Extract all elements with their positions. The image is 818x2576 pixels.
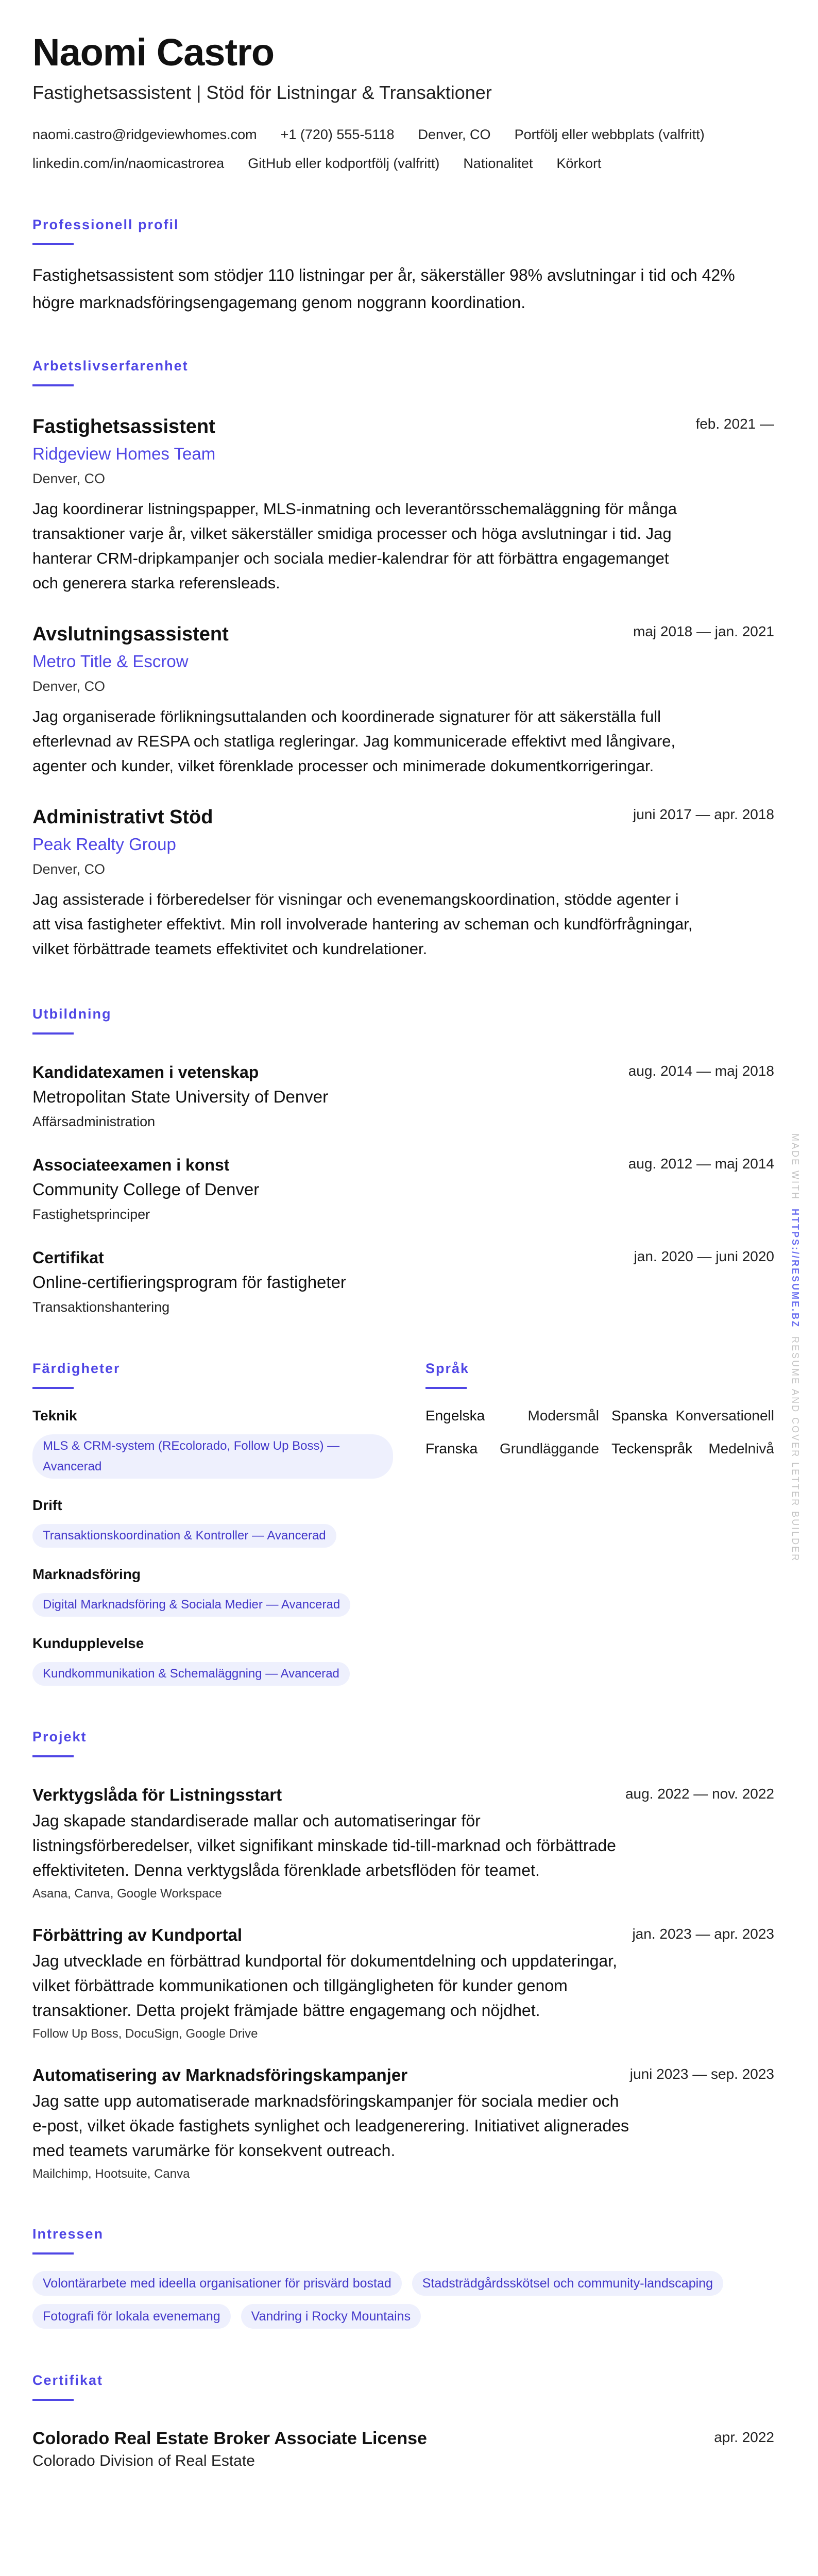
- job-description: Jag assisterade i förberedelser för visningar och evenemangskoordination, stödde agenter i att visa fastigheter effektivt. Min roll involverade hantering av scheman och kundförfrågningar, vilket förbättrade teamets effektivitet och kundrelationer.: [32, 890, 693, 958]
- interest-pill: Vandring i Rocky Mountains: [241, 2304, 421, 2329]
- skill-pill: Transaktionskoordination & Kontroller — Avancerad: [32, 1524, 336, 1548]
- project-title: Verktygslåda för Listningsstart: [32, 1785, 282, 1804]
- interest-pill: Volontärarbete med ideella organisationer för prisvärd bostad: [32, 2271, 402, 2296]
- degree-title: Associateexamen i konst: [32, 1156, 230, 1174]
- institution-name: Metropolitan State University of Denver: [32, 1087, 329, 1106]
- job-description: Jag koordinerar listningspapper, MLS-inmatning och leverantörsschemaläggning för många transaktioner varje år, vilket säkerställer smidiga processer och höga avslutningar i tid. Jag hanterar CRM-dripkampanjer och sociala medier-kalendrar för att förbättra engagemanget och generera starka referensleads.: [32, 500, 677, 592]
- project-description: Jag satte upp automatiserade marknadsföringskampanjer för sociala medier och e-post, vilket ökade fastighets synlighet och leadgenerering. Initiativet alignerades med teamets varumärke för konsekvent outreach.: [32, 2092, 629, 2160]
- institution-name: Community College of Denver: [32, 1180, 260, 1199]
- skill-pill: Kundkommunikation & Schemaläggning — Avancerad: [32, 1662, 350, 1686]
- job-title: Avslutningsassistent: [32, 623, 229, 645]
- skills-column: [32, 1359, 393, 1686]
- language-name: Engelska: [425, 1408, 485, 1423]
- contact-row-2: [32, 154, 818, 173]
- language-item: [611, 1438, 774, 1459]
- phone: +1 (720) 555-5118: [280, 127, 395, 142]
- profile-summary: Fastighetsassistent som stödjer 110 listningar per år, säkerställer 98% avslutningar i tid och 42% högre marknadsföringsengagemang genom noggrann koordination.: [32, 266, 735, 312]
- skill-pill: MLS & CRM-system (REcolorado, Follow Up Boss) — Avancerad: [32, 1434, 393, 1479]
- job-description: Jag organiserade förlikningsuttalanden och koordinerade signaturer för att säkerställa full efterlevnad av RESPA och statliga regleringar. Jag kommunicerade effektivt med långivare, agenter och kunder, vilket förenklade processer och minimerade dokumentkorrigeringar.: [32, 707, 676, 775]
- nationality: Nationalitet: [463, 156, 533, 171]
- candidate-name: Naomi Castro: [32, 31, 275, 74]
- certificate-item: [32, 2427, 774, 2472]
- section-heading-certificates: Certifikat: [32, 2371, 818, 2389]
- project-item: [32, 1784, 774, 1903]
- job-date: maj 2018 — jan. 2021: [633, 623, 774, 639]
- language-item: [611, 1405, 774, 1426]
- certificate-issuer: Colorado Division of Real Estate: [32, 2452, 255, 2469]
- experience-list: [32, 414, 774, 961]
- project-date: jan. 2023 — apr. 2023: [632, 1926, 774, 1942]
- language-level: Medelnivå: [708, 1440, 774, 1456]
- skill-group-label: Kundupplevelse: [32, 1635, 144, 1651]
- degree-title: Kandidatexamen i vetenskap: [32, 1063, 259, 1081]
- education-date: jan. 2020 — juni 2020: [634, 1248, 774, 1264]
- section-heading-education: Utbildning: [32, 1005, 818, 1023]
- certificate-title: Colorado Real Estate Broker Associate License: [32, 2429, 427, 2448]
- certificate-date: apr. 2022: [714, 2429, 774, 2445]
- experience-item: [32, 621, 774, 778]
- institution-name: Online-certifieringsprogram för fastigheter: [32, 1273, 346, 1292]
- section-heading-projects: Projekt: [32, 1727, 818, 1746]
- skill-group: [32, 1633, 393, 1686]
- company-name: Ridgeview Homes Team: [32, 444, 216, 463]
- language-name: Spanska: [611, 1408, 668, 1423]
- interest-pill: Fotografi för lokala evenemang: [32, 2304, 231, 2329]
- section-heading-interests: Intressen: [32, 2225, 818, 2243]
- project-tech: Asana, Canva, Google Workspace: [32, 1887, 222, 1901]
- project-description: Jag utvecklade en förbättrad kundportal för dokumentdelning och uppdateringar, vilket förbättrade kommunikationen och tillgängligheten för kunder genom transaktioner. Detta projekt främjade bättre engagemang och nöjdhet.: [32, 1952, 617, 2020]
- section-heading-skills: Färdigheter: [32, 1359, 393, 1378]
- project-description: Jag skapade standardiserade mallar och automatiseringar för listningsförberedelser, vilket signifikant minskade tid-till-marknad och förbättrade effektiviteten. Denna verktygslåda förenklade arbetsflöden för teamet.: [32, 1811, 616, 1879]
- section-heading-experience: Arbetslivserfarenhet: [32, 357, 818, 375]
- contact-row-1: [32, 125, 818, 144]
- skills-languages-row: [32, 1359, 818, 1686]
- project-title: Förbättring av Kundportal: [32, 1925, 242, 1944]
- section-heading-profile: Professionell profil: [32, 215, 818, 234]
- watermark-prefix: MADE WITH: [790, 1133, 800, 1200]
- skill-group: [32, 1564, 393, 1617]
- skills-list: [32, 1405, 393, 1686]
- company-name: Metro Title & Escrow: [32, 652, 189, 671]
- watermark-suffix: RESUME AND COVER LETTER BUILDER: [790, 1336, 800, 1563]
- headline: Fastighetsassistent | Stöd för Listningar & Transaktioner: [32, 82, 492, 103]
- interest-pill: Stadsträdgårdsskötsel och community-landscaping: [412, 2271, 723, 2296]
- github-link[interactable]: GitHub eller kodportfölj (valfritt): [248, 156, 440, 171]
- skill-group-label: Marknadsföring: [32, 1566, 141, 1582]
- skill-group: [32, 1405, 393, 1479]
- job-date: juni 2017 — apr. 2018: [633, 806, 774, 822]
- study-area: Fastighetsprinciper: [32, 1207, 150, 1222]
- education-item: [32, 1154, 774, 1226]
- languages-list: [425, 1405, 774, 1459]
- watermark-link[interactable]: HTTPS://RESUME.BZ: [790, 1209, 800, 1329]
- location: Denver, CO: [418, 127, 491, 142]
- project-tech: Follow Up Boss, DocuSign, Google Drive: [32, 2027, 258, 2041]
- project-item: [32, 2064, 774, 2183]
- job-location: Denver, CO: [32, 861, 106, 877]
- language-level: Modersmål: [527, 1408, 599, 1423]
- language-item: [425, 1438, 599, 1459]
- project-tech: Mailchimp, Hootsuite, Canva: [32, 2167, 190, 2181]
- skill-group: [32, 1495, 393, 1548]
- education-list: [32, 1061, 774, 1318]
- linkedin-link[interactable]: linkedin.com/in/naomicastrorea: [32, 156, 225, 171]
- experience-item: [32, 804, 774, 961]
- skill-pill: Digital Marknadsföring & Sociala Medier — Avancerad: [32, 1593, 350, 1617]
- education-date: aug. 2014 — maj 2018: [628, 1063, 774, 1079]
- skill-group-label: Teknik: [32, 1408, 77, 1423]
- education-item: [32, 1061, 774, 1133]
- company-name: Peak Realty Group: [32, 835, 176, 854]
- job-location: Denver, CO: [32, 679, 106, 694]
- language-level: Grundläggande: [499, 1440, 599, 1456]
- degree-title: Certifikat: [32, 1248, 104, 1267]
- languages-column: [425, 1359, 774, 1686]
- project-title: Automatisering av Marknadsföringskampanjer: [32, 2065, 408, 2084]
- portfolio-link[interactable]: Portfölj eller webbplats (valfritt): [514, 127, 705, 142]
- skill-group-label: Drift: [32, 1497, 62, 1513]
- project-item: [32, 1924, 774, 2043]
- education-item: [32, 1246, 774, 1318]
- experience-item: [32, 414, 774, 596]
- language-level: Konversationell: [675, 1408, 774, 1423]
- language-name: Teckenspråk: [611, 1440, 693, 1456]
- projects-list: [32, 1784, 774, 2183]
- email-link[interactable]: naomi.castro@ridgeviewhomes.com: [32, 127, 257, 142]
- job-date: feb. 2021 —: [695, 416, 774, 432]
- job-location: Denver, CO: [32, 471, 106, 486]
- section-heading-languages: Språk: [425, 1359, 774, 1378]
- certificates-list: [32, 2427, 774, 2472]
- project-date: aug. 2022 — nov. 2022: [625, 1786, 774, 1802]
- job-title: Fastighetsassistent: [32, 416, 215, 437]
- job-title: Administrativt Stöd: [32, 806, 213, 828]
- language-item: [425, 1405, 599, 1426]
- interests-list: [32, 2271, 774, 2329]
- study-area: Transaktionshantering: [32, 1299, 170, 1315]
- study-area: Affärsadministration: [32, 1114, 156, 1129]
- builder-watermark: [789, 1133, 802, 1562]
- education-date: aug. 2012 — maj 2014: [628, 1156, 774, 1172]
- language-name: Franska: [425, 1440, 478, 1456]
- project-date: juni 2023 — sep. 2023: [629, 2066, 774, 2082]
- drivers-license: Körkort: [556, 156, 602, 171]
